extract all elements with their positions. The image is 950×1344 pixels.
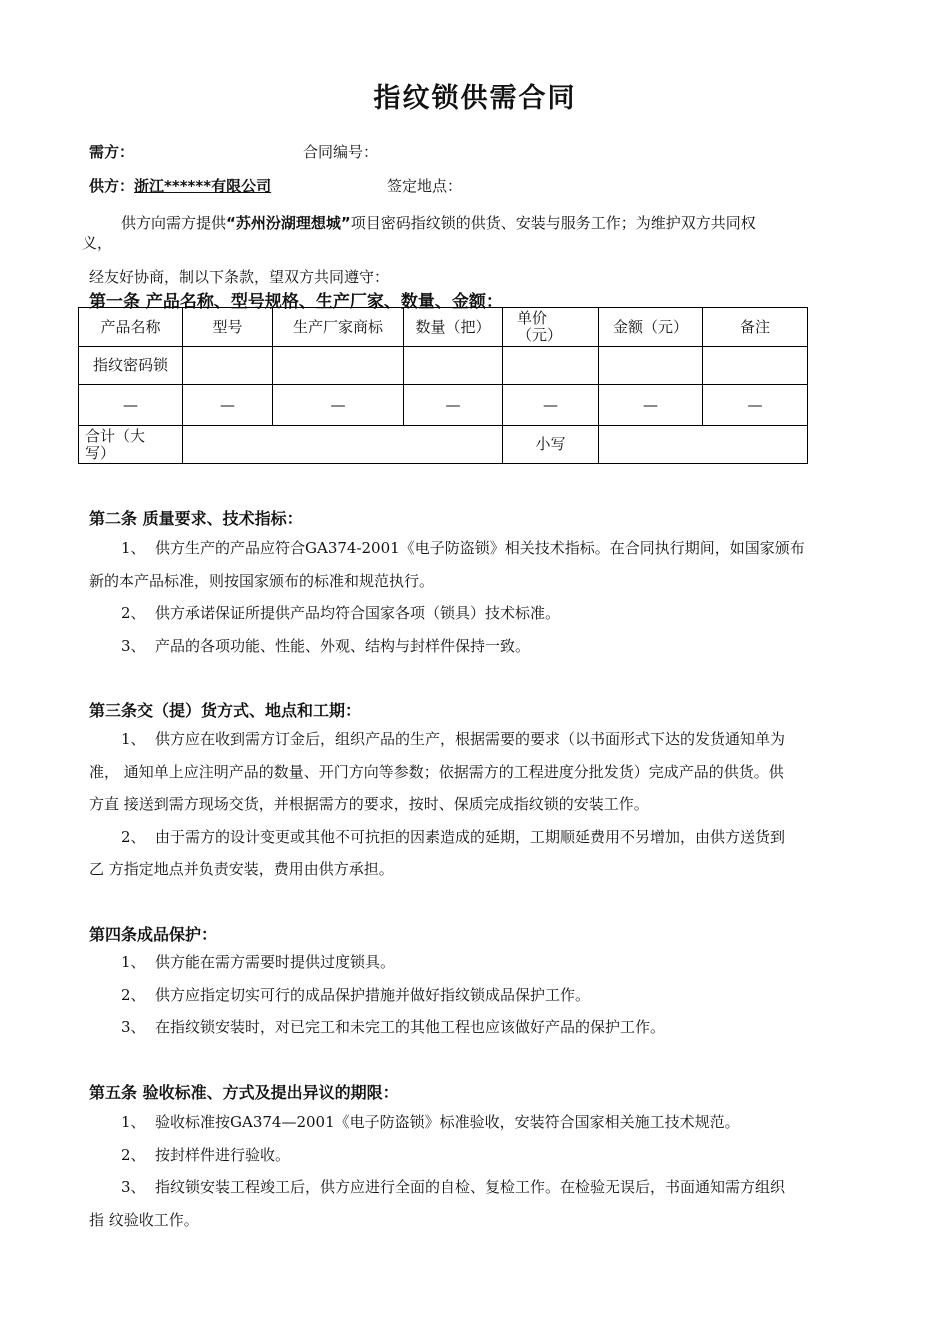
table-cell [599, 347, 703, 385]
article-2-heading: 第二条 质量要求、技术指标： [89, 509, 303, 528]
sign-place-label: 签定地点： [387, 177, 463, 195]
article-1-heading: 第一条 产品名称、型号规格、生产厂家、数量、金额： [89, 292, 503, 312]
table-cell [183, 347, 273, 385]
total-small-value [599, 426, 808, 464]
table-cell [273, 347, 404, 385]
col-header: 金额（元） [599, 308, 703, 347]
article-4-heading: 第四条成品保护： [89, 925, 218, 944]
list-item-cont: 准， 通知单上应注明产品的数量、开门方向等参数；依据需方的工程进度分批发货）完成产品的供货。供 [89, 762, 784, 781]
intro-line-1-wrap: 义， [82, 234, 113, 252]
col-header: 生产厂家商标 [273, 308, 404, 347]
col-header: 型号 [183, 308, 273, 347]
document-title: 指纹锁供需合同 [373, 83, 577, 114]
list-item-cont: 新的本产品标准，则按国家颁布的标准和规范执行。 [89, 571, 435, 590]
list-item: 2、 供方承诺保证所提供产品均符合国家各项（锁具）技术标准。 [121, 604, 561, 622]
intro-line-1: 供方向需方提供“苏州汾湖理想城”项目密码指纹锁的供货、安装与服务工作；为维护双方共同权 [121, 214, 756, 232]
supplier-label: 供方： [89, 177, 135, 195]
small-label: 小写 [503, 426, 599, 464]
total-uppercase-value [183, 426, 503, 464]
article-5-heading: 第五条 验收标准、方式及提出异议的期限： [89, 1083, 399, 1102]
list-item: 2、 由于需方的设计变更或其他不可抗拒的因素造成的延期，工期顺延费用不另增加，由供方送货到 [121, 827, 786, 846]
list-item: 3、 产品的各项功能、性能、外观、结构与封样件保持一致。 [121, 636, 531, 655]
list-item: 1、 供方生产的产品应符合GA374-2001《电子防盗锁》相关技术指标。在合同执行期间，如国家颁布 [121, 539, 805, 557]
table-header-row [79, 308, 808, 347]
table-cell [703, 347, 808, 385]
table-cell: — [79, 385, 183, 426]
table-total-row [79, 426, 808, 464]
contract-no-label: 合同编号： [303, 143, 379, 161]
supplier-name: 浙江******有限公司 [134, 177, 272, 195]
article-2-list [89, 532, 889, 662]
col-header: 数量（把） [404, 308, 503, 347]
list-item-cont: 方直 接送到需方现场交货，并根据需方的要求，按时、保质完成指纹锁的安装工作。 [89, 795, 649, 813]
table-row [79, 385, 808, 426]
article-3-heading: 第三条交（提）货方式、地点和工期： [89, 701, 362, 720]
table-cell: — [503, 385, 599, 426]
list-item: 3、 在指纹锁安装时，对已完工和未完工的其他工程也应该做好产品的保护工作。 [121, 1018, 666, 1036]
list-item-cont: 乙 方指定地点并负责安装，费用由供方承担。 [89, 860, 394, 878]
table-cell: — [404, 385, 503, 426]
list-item: 1、 验收标准按GA374—2001《电子防盗锁》标准验收，安装符合国家相关施工技术规范。 [121, 1113, 740, 1131]
col-header: 产品名称 [79, 308, 183, 347]
list-item-cont: 指 纹验收工作。 [89, 1210, 199, 1229]
table-cell: — [273, 385, 404, 426]
total-label: 合计（大写） [79, 426, 183, 464]
list-item: 1、 供方能在需方需要时提供过度锁具。 [121, 953, 396, 971]
col-header: 备注 [703, 308, 808, 347]
table-cell: — [599, 385, 703, 426]
project-name: “苏州汾湖理想城” [226, 214, 351, 232]
article-5-list [89, 1106, 889, 1236]
col-header: 单价（元） [503, 308, 599, 347]
product-table [78, 307, 808, 464]
table-cell: — [703, 385, 808, 426]
list-item: 3、 指纹锁安装工程竣工后，供方应进行全面的自检、复检工作。在检验无误后，书面通知需方组织 [121, 1178, 786, 1196]
article-4-list [89, 946, 889, 1044]
table-cell [503, 347, 599, 385]
list-item: 2、 供方应指定切实可行的成品保护措施并做好指纹锁成品保护工作。 [121, 985, 591, 1004]
buyer-label: 需方： [89, 143, 135, 161]
article-3-list [89, 723, 889, 886]
list-item: 2、 按封样件进行验收。 [121, 1145, 291, 1164]
intro-line-2: 经友好协商，制以下条款，望双方共同遵守： [89, 268, 390, 286]
table-cell: — [183, 385, 273, 426]
list-item: 1、 供方应在收到需方订金后，组织产品的生产，根据需要的要求（以书面形式下达的发货通知单为 [121, 730, 786, 748]
table-cell: 指纹密码锁 [79, 347, 183, 385]
table-row [79, 347, 808, 385]
table-cell [404, 347, 503, 385]
